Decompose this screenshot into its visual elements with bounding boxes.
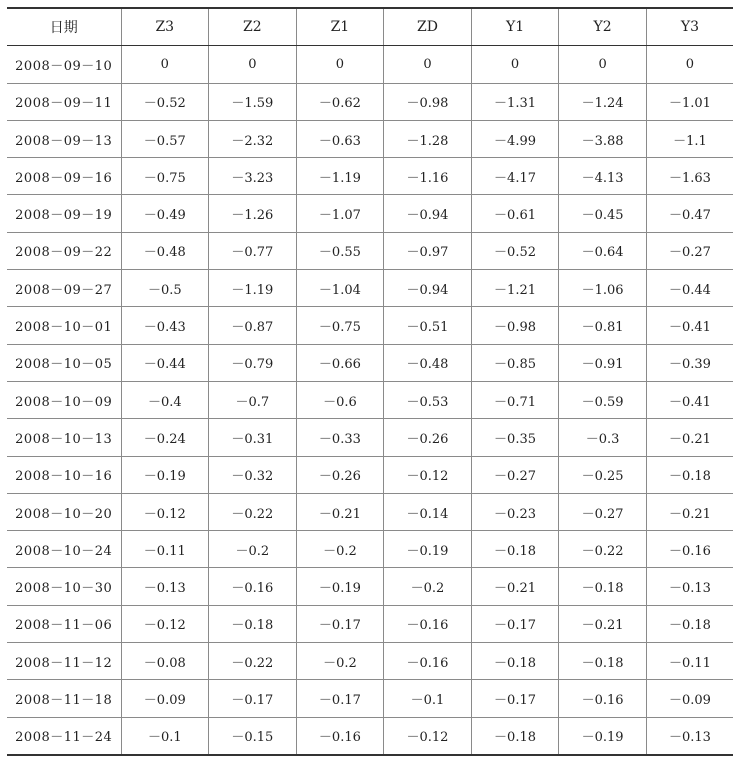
value-cell: －0.52 [471,232,559,269]
value-cell: －0.52 [121,83,209,120]
value-cell: －0.61 [471,195,559,232]
value-cell: －1.19 [209,270,297,307]
date-cell: 2008－10－01 [7,307,121,344]
value-cell: －0.25 [559,456,647,493]
value-cell: 0 [296,46,384,83]
value-cell: －0.44 [646,270,733,307]
value-cell: －0.44 [121,344,209,381]
date-cell: 2008－11－12 [7,643,121,680]
column-header-y2: Y2 [559,8,647,46]
value-cell: －0.55 [296,232,384,269]
value-cell: －0.1 [384,680,472,717]
data-table [7,7,733,756]
value-cell: －1.1 [646,120,733,157]
value-cell: －0.94 [384,270,472,307]
value-cell: －0.43 [121,307,209,344]
table-header-row [7,8,733,46]
value-cell: －0.57 [121,120,209,157]
value-cell: －0.26 [384,419,472,456]
value-cell: －0.31 [209,419,297,456]
value-cell: －1.07 [296,195,384,232]
value-cell: －0.18 [471,643,559,680]
date-cell: 2008－10－05 [7,344,121,381]
value-cell: －0.1 [121,717,209,755]
value-cell: －1.26 [209,195,297,232]
table-row [7,195,733,232]
value-cell: －0.75 [296,307,384,344]
table-body [7,46,733,755]
value-cell: －4.99 [471,120,559,157]
table-row [7,46,733,83]
value-cell: －0.49 [121,195,209,232]
value-cell: －0.3 [559,419,647,456]
table-row [7,307,733,344]
date-cell: 2008－11－18 [7,680,121,717]
date-cell: 2008－09－11 [7,83,121,120]
value-cell: －0.13 [646,717,733,755]
value-cell: －0.2 [384,568,472,605]
value-cell: －0.16 [384,605,472,642]
value-cell: －0.24 [121,419,209,456]
table-row [7,680,733,717]
value-cell: －0.2 [296,643,384,680]
date-cell: 2008－10－20 [7,493,121,530]
table-row [7,493,733,530]
value-cell: －0.85 [471,344,559,381]
value-cell: －0.6 [296,381,384,418]
table-row [7,344,733,381]
value-cell: －0.17 [471,680,559,717]
value-cell: －0.48 [384,344,472,381]
table-row [7,83,733,120]
value-cell: －0.77 [209,232,297,269]
value-cell: －0.27 [559,493,647,530]
value-cell: －0.11 [646,643,733,680]
value-cell: －3.88 [559,120,647,157]
value-cell: －0.75 [121,158,209,195]
value-cell: －0.91 [559,344,647,381]
value-cell: －0.5 [121,270,209,307]
value-cell: －0.18 [559,568,647,605]
value-cell: －0.18 [471,531,559,568]
date-cell: 2008－11－06 [7,605,121,642]
value-cell: －0.47 [646,195,733,232]
value-cell: －0.18 [646,456,733,493]
value-cell: －1.19 [296,158,384,195]
value-cell: －0.17 [296,680,384,717]
table-row [7,381,733,418]
date-cell: 2008－09－13 [7,120,121,157]
value-cell: －1.06 [559,270,647,307]
value-cell: －0.51 [384,307,472,344]
value-cell: －0.17 [296,605,384,642]
column-header-date: 日期 [7,8,121,46]
value-cell: －0.63 [296,120,384,157]
value-cell: －0.08 [121,643,209,680]
value-cell: －0.27 [471,456,559,493]
value-cell: －0.16 [559,680,647,717]
date-cell: 2008－10－24 [7,531,121,568]
table-row [7,643,733,680]
value-cell: －0.35 [471,419,559,456]
date-cell: 2008－11－24 [7,717,121,755]
value-cell: －1.21 [471,270,559,307]
value-cell: －0.16 [384,643,472,680]
column-header-zd: ZD [384,8,472,46]
value-cell: －0.22 [209,643,297,680]
value-cell: －0.09 [121,680,209,717]
value-cell: －0.87 [209,307,297,344]
value-cell: －0.32 [209,456,297,493]
value-cell: －0.66 [296,344,384,381]
column-header-y3: Y3 [646,8,733,46]
value-cell: －0.53 [384,381,472,418]
value-cell: －1.63 [646,158,733,195]
table-row [7,270,733,307]
value-cell: －0.18 [646,605,733,642]
date-cell: 2008－10－16 [7,456,121,493]
value-cell: －0.79 [209,344,297,381]
column-header-z3: Z3 [121,8,209,46]
date-cell: 2008－09－27 [7,270,121,307]
value-cell: －0.17 [471,605,559,642]
value-cell: －0.81 [559,307,647,344]
value-cell: －0.19 [384,531,472,568]
value-cell: －0.27 [646,232,733,269]
table-row [7,419,733,456]
date-cell: 2008－10－30 [7,568,121,605]
column-header-z1: Z1 [296,8,384,46]
value-cell: －0.98 [384,83,472,120]
value-cell: 0 [121,46,209,83]
value-cell: －0.41 [646,381,733,418]
date-cell: 2008－09－10 [7,46,121,83]
value-cell: 0 [384,46,472,83]
value-cell: －0.15 [209,717,297,755]
value-cell: －0.14 [384,493,472,530]
date-cell: 2008－10－09 [7,381,121,418]
value-cell: －0.12 [121,493,209,530]
value-cell: －0.59 [559,381,647,418]
value-cell: －0.26 [296,456,384,493]
date-cell: 2008－09－19 [7,195,121,232]
value-cell: 0 [559,46,647,83]
table-row [7,531,733,568]
value-cell: －1.24 [559,83,647,120]
value-cell: －1.31 [471,83,559,120]
value-cell: －0.16 [209,568,297,605]
date-cell: 2008－09－22 [7,232,121,269]
table-row [7,120,733,157]
value-cell: －0.13 [121,568,209,605]
value-cell: －0.11 [121,531,209,568]
table-row [7,605,733,642]
table-row [7,717,733,755]
value-cell: －0.97 [384,232,472,269]
column-header-z2: Z2 [209,8,297,46]
table-row [7,158,733,195]
value-cell: 0 [646,46,733,83]
value-cell: －0.16 [296,717,384,755]
value-cell: －1.04 [296,270,384,307]
date-cell: 2008－10－13 [7,419,121,456]
table-row [7,456,733,493]
value-cell: －0.23 [471,493,559,530]
value-cell: －0.71 [471,381,559,418]
value-cell: －0.19 [296,568,384,605]
value-cell: －3.23 [209,158,297,195]
value-cell: －0.19 [559,717,647,755]
table-row [7,568,733,605]
value-cell: －0.2 [209,531,297,568]
value-cell: －0.12 [121,605,209,642]
value-cell: －4.13 [559,158,647,195]
value-cell: －0.22 [559,531,647,568]
value-cell: －0.19 [121,456,209,493]
value-cell: －0.4 [121,381,209,418]
value-cell: －2.32 [209,120,297,157]
value-cell: －0.21 [296,493,384,530]
value-cell: －0.41 [646,307,733,344]
value-cell: －0.18 [471,717,559,755]
value-cell: －0.21 [559,605,647,642]
value-cell: －0.21 [646,493,733,530]
value-cell: －1.59 [209,83,297,120]
value-cell: －0.18 [209,605,297,642]
value-cell: －0.98 [471,307,559,344]
value-cell: －1.28 [384,120,472,157]
value-cell: －0.12 [384,717,472,755]
value-cell: －0.33 [296,419,384,456]
value-cell: －0.21 [646,419,733,456]
value-cell: －1.16 [384,158,472,195]
value-cell: －0.64 [559,232,647,269]
value-cell: －0.45 [559,195,647,232]
value-cell: －0.62 [296,83,384,120]
value-cell: －0.17 [209,680,297,717]
value-cell: －0.22 [209,493,297,530]
value-cell: －0.39 [646,344,733,381]
value-cell: －0.21 [471,568,559,605]
value-cell: －0.94 [384,195,472,232]
table-row [7,232,733,269]
value-cell: 0 [209,46,297,83]
value-cell: －0.2 [296,531,384,568]
date-cell: 2008－09－16 [7,158,121,195]
column-header-y1: Y1 [471,8,559,46]
value-cell: －1.01 [646,83,733,120]
value-cell: 0 [471,46,559,83]
value-cell: －0.48 [121,232,209,269]
value-cell: －0.09 [646,680,733,717]
value-cell: －0.7 [209,381,297,418]
value-cell: －0.12 [384,456,472,493]
value-cell: －0.18 [559,643,647,680]
value-cell: －0.16 [646,531,733,568]
value-cell: －0.13 [646,568,733,605]
value-cell: －4.17 [471,158,559,195]
